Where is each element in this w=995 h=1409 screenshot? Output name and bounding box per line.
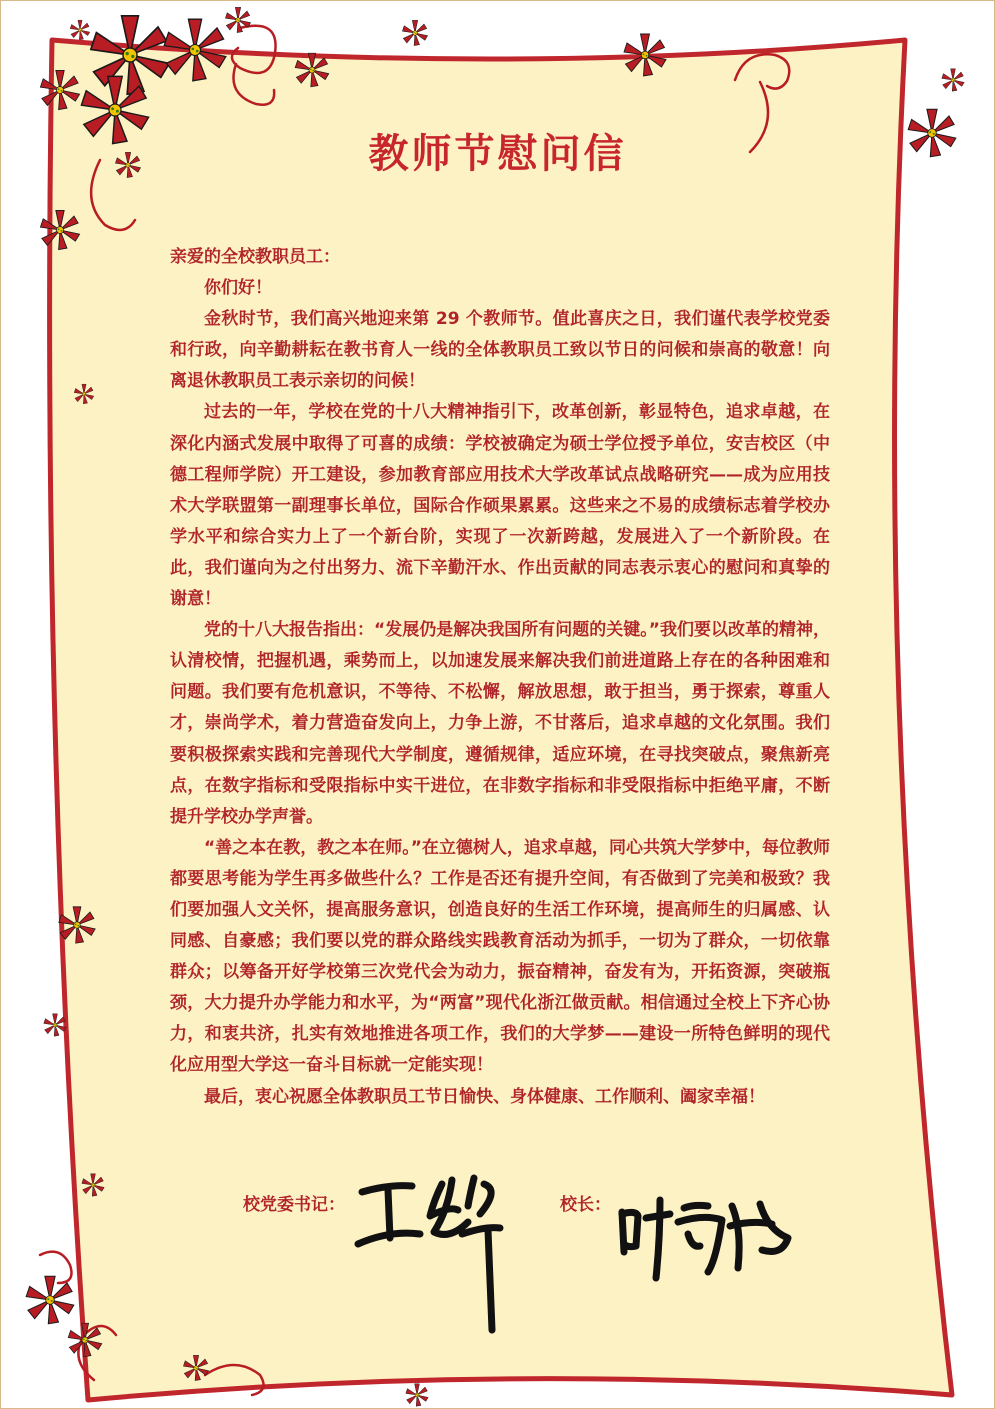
president-label: 校长： [560, 1195, 611, 1215]
paragraph-closing: 最后，衷心祝愿全体教职员工节日愉快、身体健康、工作顺利、阖家幸福！ [204, 1086, 765, 1107]
party-secretary-signature [350, 1170, 530, 1340]
president-signature [612, 1190, 802, 1290]
letter-body [170, 242, 830, 1113]
salutation: 亲爱的全校教职员工： [170, 247, 340, 267]
letter-title: 教师节慰问信 [368, 131, 627, 177]
paragraph-achievements: 过去的一年，学校在党的十八大精神指引下，改革创新，彰显特色，追求卓越，在深化内涵式发展中取得了可喜的成绩：学校被确定为硕士学位授予单位，安吉校区（中德工程师学院）开工建设，参加教育部应用技术大学改革试点战略研究——成为应用技术大学联盟第一副理事长单位，国际合作硕果累累。这些来之不易的成绩标志着学校办学水平和综合实力上了一个新台阶，实现了一次新跨越，发展进入了一个新阶段。在此，我们谨向为之付出努力、流下辛勤汗水、作出贡献的同志表示衷心的慰问和真挚的谢意！ [170, 402, 830, 610]
party-secretary-label: 校党委书记： [243, 1195, 345, 1215]
paragraph-intro: 金秋时节，我们高兴地迎来第 29 个教师节。值此喜庆之日，我们谨代表学校党委和行政，向辛勤耕耘在教书育人一线的全体教职员工致以节日的问候和崇高的敬意！向离退休教职员工表示亲切的问候！ [170, 309, 830, 392]
paragraph-reform: 党的十八大报告指出：“发展仍是解决我国所有问题的关键。”我们要以改革的精神，认清校情，把握机遇，乘势而上，以加速发展来解决我们前进道路上存在的各种困难和问题。我们要有危机意识，不等待、不松懈，解放思想，敢于担当，勇于探索，尊重人才，崇尚学术，着力营造奋发向上，力争上游，不甘落后，追求卓越的文化氛围。我们要积极探索实践和完善现代大学制度，遵循规律，适应环境，在寻找突破点，聚焦新亮点，在数字指标和受限指标中实干进位，在非数字指标和非受限指标中拒绝平庸，不断提升学校办学声誉。 [170, 620, 830, 827]
signature-block [0, 1170, 995, 1340]
paragraph-greeting: 你们好！ [204, 278, 272, 299]
paragraph-teaching: “善之本在教，教之本在师。”在立德树人，追求卓越，同心共筑大学梦中，每位教师都要思考能为学生再多做些什么？工作是否还有提升空间，有否做到了完美和极致？我们要加强人文关怀，提高服务意识，创造良好的生活工作环境，提高师生的归属感、认同感、自豪感；我们要以党的群众路线实践教育活动为抓手，一切为了群众，一切依靠群众；以筹备开好学校第三次党代会为动力，振奋精神，奋发有为，开拓资源，突破瓶颈，大力提升办学能力和水平，为“两富”现代化浙江做贡献。相信通过全校上下齐心协力，和衷共济，扎实有效地推进各项工作，我们的大学梦——建设一所特色鲜明的现代化应用型大学这一奋斗目标就一定能实现！ [170, 837, 830, 1076]
